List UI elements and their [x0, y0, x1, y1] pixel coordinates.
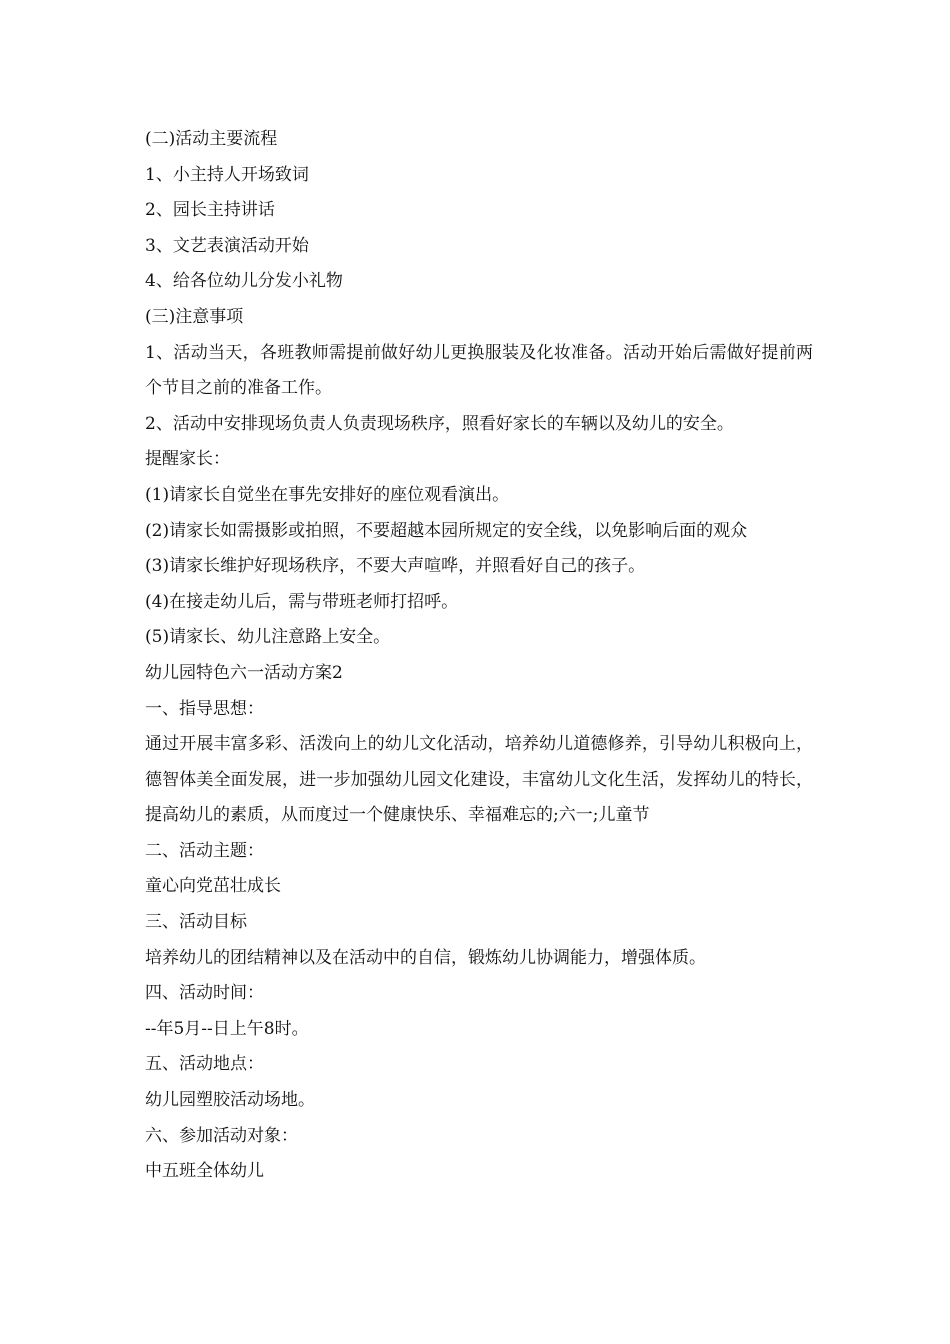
- list-item: (1)请家长自觉坐在事先安排好的座位观看演出。: [145, 484, 510, 505]
- list-item: (2)请家长如需摄影或拍照，不要超越本园所规定的安全线，以免影响后面的观众: [145, 520, 748, 541]
- section-heading-location: 五、活动地点：: [145, 1054, 264, 1075]
- location-text: 幼儿园塑胶活动场地。: [145, 1090, 315, 1111]
- paragraph-guiding-thought: 通过开展丰富多彩、活泼向上的幼儿文化活动，培养幼儿道德修养，引导幼儿积极向上，德智体美全面发展，进一步加强幼儿园文化建设，丰富幼儿文化生活，发挥幼儿的特长，提高幼儿的素质，从而度过一个健康快乐、幸福难忘的;六一;儿童节: [145, 734, 813, 826]
- section-heading-theme: 二、活动主题：: [145, 840, 264, 861]
- list-item: (3)请家长维护好现场秩序，不要大声喧哗，并照看好自己的孩子。: [145, 556, 646, 577]
- goal-text: 培养幼儿的团结精神以及在活动中的自信，锻炼幼儿协调能力，增强体质。: [145, 947, 706, 968]
- theme-text: 童心向党茁壮成长: [145, 876, 281, 897]
- plan-title: 幼儿园特色六一活动方案2: [145, 662, 343, 683]
- parent-reminder-heading: 提醒家长：: [145, 449, 230, 470]
- section-heading-guiding: 一、指导思想：: [145, 698, 264, 719]
- list-item: 2、园长主持讲话: [145, 200, 275, 221]
- list-item: 4、给各位幼儿分发小礼物: [145, 271, 343, 292]
- section-heading-process: (二)活动主要流程: [145, 129, 278, 149]
- list-item: 1、小主持人开场致词: [145, 164, 309, 185]
- section-heading-goal: 三、活动目标: [145, 912, 247, 933]
- paragraph-note-2: 2、活动中安排现场负责人负责现场秩序，照看好家长的车辆以及幼儿的安全。: [145, 413, 734, 434]
- list-item: (4)在接走幼儿后，需与带班老师打招呼。: [145, 591, 459, 612]
- time-text: --年5月--日上午8时。: [145, 1018, 309, 1039]
- list-item: (5)请家长、幼儿注意路上安全。: [145, 627, 391, 648]
- section-heading-participants: 六、参加活动对象：: [145, 1125, 298, 1146]
- paragraph-note-1: 1、活动当天，各班教师需提前做好幼儿更换服装及化妆准备。活动开始后需做好提前两个节目之前的准备工作。: [145, 342, 813, 399]
- list-item: 3、文艺表演活动开始: [145, 235, 309, 256]
- section-heading-notes: (三)注意事项: [145, 306, 244, 327]
- participants-text: 中五班全体幼儿: [145, 1161, 264, 1182]
- section-heading-time: 四、活动时间：: [145, 983, 264, 1004]
- document-body: [145, 122, 813, 1190]
